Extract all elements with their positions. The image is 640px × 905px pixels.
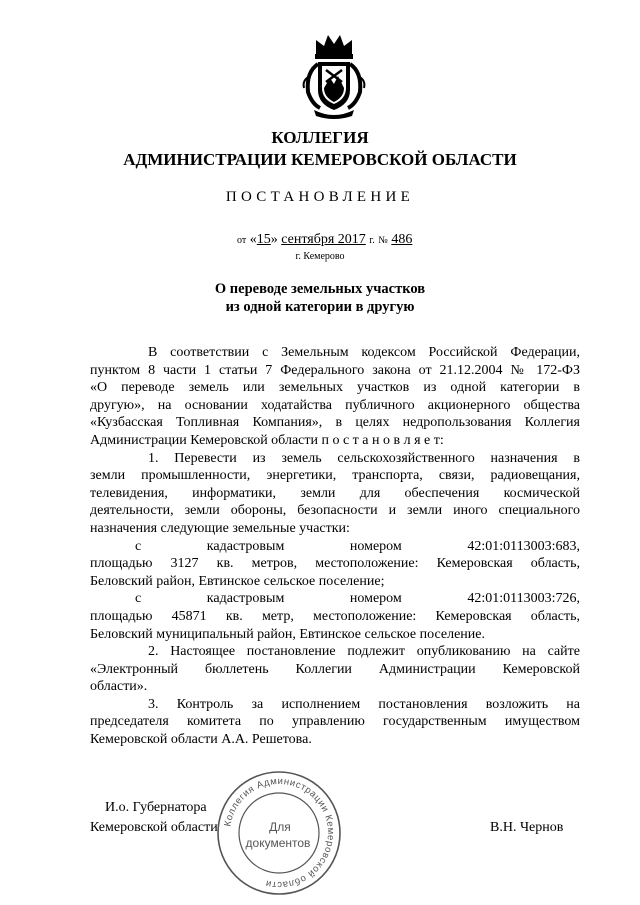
date-number-line xyxy=(237,232,412,248)
body-line: Беловский район, Евтинское сельское поселение; xyxy=(90,573,385,589)
body-line: «Кузбасская Топливная Компания», в целях недропользования Коллегия xyxy=(90,415,580,431)
city: г. Кемерово xyxy=(295,251,345,262)
body-line: площадью 45871 кв. метр, местоположение: Кемеровская область, xyxy=(90,608,580,624)
document-body xyxy=(90,344,580,749)
body-line: телевидения, информатики, земли для обеспечения космической xyxy=(90,485,580,501)
body-line: назначения следующие земельные участки: xyxy=(90,520,350,536)
coat-of-arms-emblem xyxy=(298,32,370,120)
stamp-center-line-2: документов xyxy=(245,836,311,850)
body-line: Администрации Кемеровской области п о с т а н о в л я е т: xyxy=(90,432,444,448)
document-number: 486 xyxy=(391,232,413,247)
signer-organization: Кемеровской области xyxy=(90,820,218,835)
year-suffix: г. xyxy=(369,235,375,246)
body-line: области». xyxy=(90,679,148,695)
body-line: «Электронный бюллетень Коллегии Администрации Кемеровской xyxy=(90,661,580,677)
document-title-line-2: из одной категории в другую xyxy=(225,299,415,315)
body-line: земли промышленности, энергетики, транспорта, связи, радиовещания, xyxy=(90,468,580,484)
month-year: сентября 2017 xyxy=(281,232,366,247)
body-line: 3. Контроль за исполнением постановления возложить на xyxy=(148,696,580,712)
document-type: ПОСТАНОВЛЕНИЕ xyxy=(225,189,415,205)
body-line: «О переводе земель или земельных участков из одной категории в xyxy=(90,380,580,396)
body-line: 2. Настоящее постановление подлежит опубликованию на сайте xyxy=(148,644,580,660)
organization-name-line-2: АДМИНИСТРАЦИИ КЕМЕРОВСКОЙ ОБЛАСТИ xyxy=(123,150,517,169)
number-label: № xyxy=(378,235,388,246)
body-line: с кадастровым номером 42:01:0113003:683, xyxy=(135,538,580,554)
day-quote-open: « xyxy=(249,232,257,247)
stamp-ring-text: Коллегия Администрации Кемеровской области xyxy=(222,775,337,891)
signer-name: В.Н. Чернов xyxy=(490,820,564,835)
signer-title: И.о. Губернатора xyxy=(105,800,207,815)
body-line: 1. Перевести из земель сельскохозяйственного назначения в xyxy=(148,450,580,466)
body-line: с кадастровым номером 42:01:0113003:726, xyxy=(135,591,580,607)
body-line: Беловский муниципальный район, Евтинское сельское поселение. xyxy=(90,626,485,642)
body-line: площадью 3127 кв. метров, местоположение: Кемеровская область, xyxy=(90,556,580,572)
body-line: Кемеровской области А.А. Решетова. xyxy=(90,732,312,748)
document-title-line-1: О переводе земельных участков xyxy=(214,281,426,297)
stamp-center-line-1: Для xyxy=(269,820,291,834)
body-line: В соответствии с Земельным кодексом Российской Федерации, xyxy=(148,345,580,360)
body-line: председателя комитета по управлению государственным имуществом xyxy=(90,714,580,730)
organization-name-line-1: КОЛЛЕГИЯ xyxy=(271,128,369,147)
official-stamp xyxy=(216,770,342,896)
body-line: пунктом 8 части 1 статьи 7 Федерального закона от 21.12.2004 № 172-ФЗ xyxy=(90,362,580,378)
from-label: от xyxy=(237,235,247,246)
body-line: деятельности, земли обороны, безопасности и земли иного специального xyxy=(90,503,580,519)
body-line: другую», на основании ходатайства публичного акционерного общества xyxy=(90,397,580,413)
day-quote-close: » xyxy=(270,232,278,247)
day-value: 15 xyxy=(256,232,271,247)
